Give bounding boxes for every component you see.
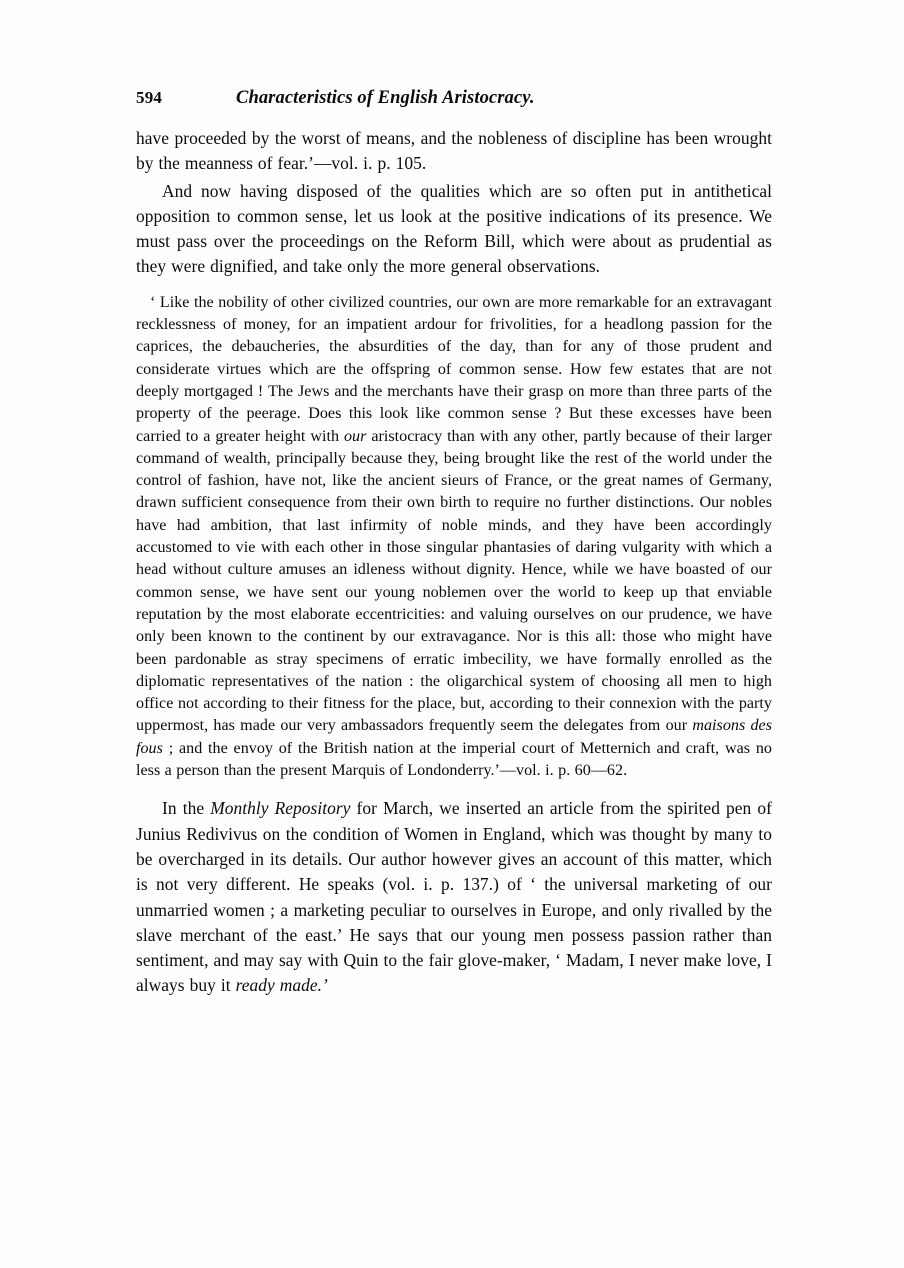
page-text-column (136, 88, 772, 1099)
final-paragraph-spacer (136, 782, 772, 796)
extract-segment-2: aristocracy than with any other, partly because of their larger command of wealth, principally because they, being brought like the rest of the world under the control of fashion, have not, like the ancient sieurs of France, or the great names of Germany, drawn sufficient consequence from their own birth to require no further distinctions. Our nobles have had ambition, that last infirmity of noble minds, and they have been accordingly accustomed to vie with each other in those singular phantasies of daring vulgarity with which a head without culture amuses an idleness without dignity. Hence, while we have boasted of our common sense, we have sent our young noblemen over the world to keep up that enviable reputation by the most elaborate eccentricities: and valuing ourselves on our prudence, we have only been known to the continent by our extravagance. Nor is this all: those who might have been pardonable as stray specimens of erratic imbecility, we have formally enrolled as the diplomatic representatives of the nation : the oligarchical system of choosing all men to high office not according to their fitness for the place, but, according to their connexion with the party uppermost, has made our very ambassadors frequently seem the delegates from our (136, 427, 772, 735)
paragraph-monthly-repository (136, 796, 772, 998)
page-number: 594 (136, 88, 163, 107)
running-head (136, 88, 772, 114)
final-emphasis-journal-title: Monthly Repository (210, 798, 351, 819)
final-segment-1: In the (162, 798, 211, 819)
paragraph-and-now: And now having disposed of the qualities which are so often put in antithetical opposition to common sense, let us look at the positive indications of its presence. We must pass over the proceedings on the Reform Bill, which were about as prudential as they were dignified, and take only the more general observations. (136, 180, 772, 277)
extract-segment-3: ; and the envoy of the British nation at the imperial court of Metternich and craft, was no less a person than the present Marquis of Londonderry.’—vol. i. p. 60—62. (136, 739, 772, 780)
extract-emphasis-maisons-des-fous: maisons des fous (136, 717, 773, 757)
block-quotation-extract (136, 292, 772, 783)
extract-segment-1: ‘ Like the nobility of other civilized countries, our own are more remarkable for an extravagant recklessness of money, for an impatient ardour for frivolities, for a headlong passion for the caprices, the debaucheries, the absurdities of the day, than for any of those prudent and considerate virtues which are the offspring of common sense. How few estates that are not deeply mortgaged ! The Jews and the merchants have their grasp on more than three parts of the property of the peerage. Does this look like common sense ? But these excesses have been carried to a greater height with (136, 293, 772, 445)
extract-spacer-top (136, 280, 772, 292)
running-title: Characteristics of English Aristocracy. (236, 88, 535, 108)
extract-emphasis-our: our (343, 427, 367, 445)
paragraph-carryover: have proceeded by the worst of means, and the nobleness of discipline has been wrought by the meanness of fear.’—vol. i. p. 105. (136, 128, 772, 174)
bottom-margin (136, 999, 772, 1099)
final-segment-2: for March, we inserted an article from the spirited pen of Junius Redivivus on the condition of Women in England, which was thought by many to be overcharged in its details. Our author however gives an account of this matter, which is not very different. He speaks (vol. i. p. 137.) of ‘ the universal marketing of our unmarried women ; a marketing peculiar to ourselves in Europe, and only rivalled by the slave merchant of the east.’ He says that our young men possess passion rather than sentiment, and may say with Quin to the fair glove-maker, ‘ Madam, I never make love, I always buy it (136, 798, 772, 996)
final-emphasis-ready-made: ready made.’ (235, 975, 328, 996)
